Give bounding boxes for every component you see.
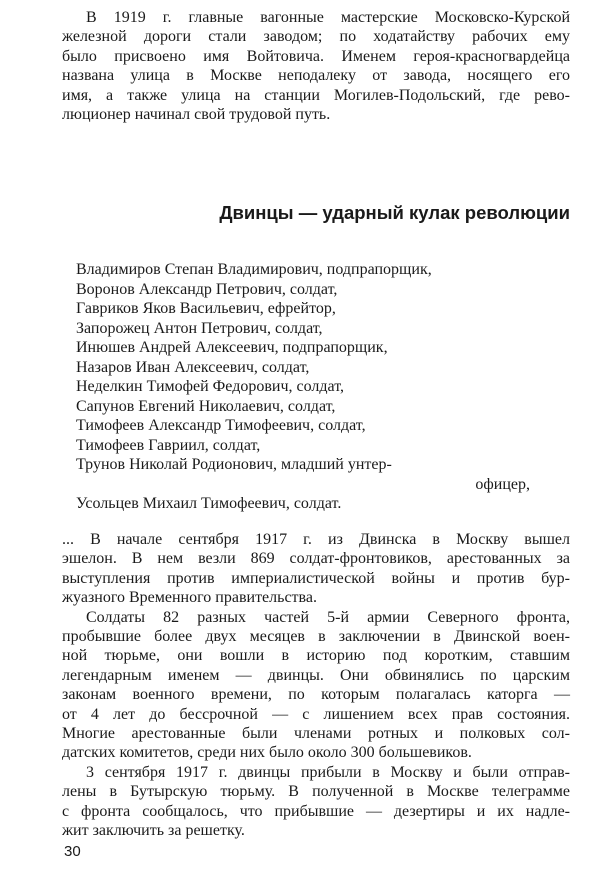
text-line: железной дороги стали заводом; по ходатайству рабочих ему bbox=[62, 28, 570, 46]
list-item-continuation: офицер, bbox=[475, 475, 530, 493]
text-line: жуазного Временного правительства. bbox=[62, 589, 317, 607]
text-line: жит заключить за решетку. bbox=[62, 822, 245, 840]
text-line: люционер начинал свой трудовой путь. bbox=[62, 106, 331, 124]
list-item: Тимофеев Гавриил, солдат, bbox=[76, 436, 261, 454]
list-item: Воронов Александр Петрович, солдат, bbox=[76, 280, 338, 298]
text-line: Солдаты 82 разных частей 5-й армии Северного фронта, bbox=[86, 608, 570, 626]
list-item: Инюшев Андрей Алексеевич, подпрапорщик, bbox=[76, 339, 388, 356]
text-line: было присвоено имя Войтовича. Именем героя-красногвардейца bbox=[62, 47, 570, 65]
list-item: Усольцев Михаил Тимофеевич, солдат. bbox=[76, 495, 342, 512]
section-title: Двинцы — ударный кулак революции bbox=[219, 202, 570, 223]
list-item: Запорожец Антон Петрович, солдат, bbox=[76, 319, 323, 337]
intro-paragraph bbox=[62, 8, 570, 124]
text-line: названа улица в Москве неподалеку от завода, носящего его bbox=[62, 67, 570, 85]
text-line: ной тюрьме, они вошли в историю под коротким, ставшим bbox=[62, 647, 570, 665]
list-item: Гавриков Яков Васильевич, ефрейтор, bbox=[76, 300, 336, 317]
list-item: Сапунов Евгений Николаевич, солдат, bbox=[76, 397, 336, 415]
text-line: лены в Бутырскую тюрьму. В полученной в Москве телеграмме bbox=[62, 783, 570, 801]
text-line: ... В начале сентября 1917 г. из Двинска в Москву вышел bbox=[62, 531, 570, 548]
list-item: Владимиров Степан Владимирович, подпрапорщик, bbox=[76, 261, 432, 278]
text-line: легендарным именем — двинцы. Они обвинялись по царским bbox=[62, 666, 570, 684]
text-line: датских комитетов, среди них было около 300 большевиков. bbox=[62, 744, 472, 762]
list-item: Назаров Иван Алексеевич, солдат, bbox=[76, 358, 310, 376]
list-item: Трунов Николай Родионович, младший унтер- bbox=[76, 456, 392, 473]
text-line: с фронта сообщалось, что прибывшие — дезертиры и их надле- bbox=[62, 802, 570, 820]
text-line: эшелон. В нем везли 869 солдат-фронтовиков, арестованных за bbox=[62, 550, 570, 568]
body-paragraph-3 bbox=[62, 763, 570, 841]
text-line: от 4 лет до бессрочной — с лишением всех прав состояния. bbox=[62, 705, 570, 723]
text-line: законам военного времени, по которым полагалась каторга — bbox=[62, 686, 570, 704]
text-line: 3 сентября 1917 г. двинцы прибыли в Москву и были отправ- bbox=[86, 763, 570, 781]
list-item: Неделкин Тимофей Федорович, солдат, bbox=[76, 378, 344, 395]
body-paragraph-1 bbox=[62, 530, 570, 608]
text-line: выступления против империалистической войны и против бур- bbox=[62, 569, 570, 587]
text-line: В 1919 г. главные вагонные мастерские Московско-Курской bbox=[86, 9, 570, 26]
text-line: пробывшие более двух месяцев в заключении в Двинской воен- bbox=[62, 628, 570, 645]
body-paragraph-2 bbox=[62, 608, 570, 763]
list-item: Тимофеев Александр Тимофеевич, солдат, bbox=[76, 417, 366, 434]
page-number: 30 bbox=[64, 843, 81, 860]
text-line: имя, а также улица на станции Могилев-Подольский, где рево- bbox=[62, 86, 570, 104]
name-list bbox=[76, 260, 530, 514]
text-line: Многие арестованные были членами ротных и полковых сол- bbox=[62, 725, 570, 743]
